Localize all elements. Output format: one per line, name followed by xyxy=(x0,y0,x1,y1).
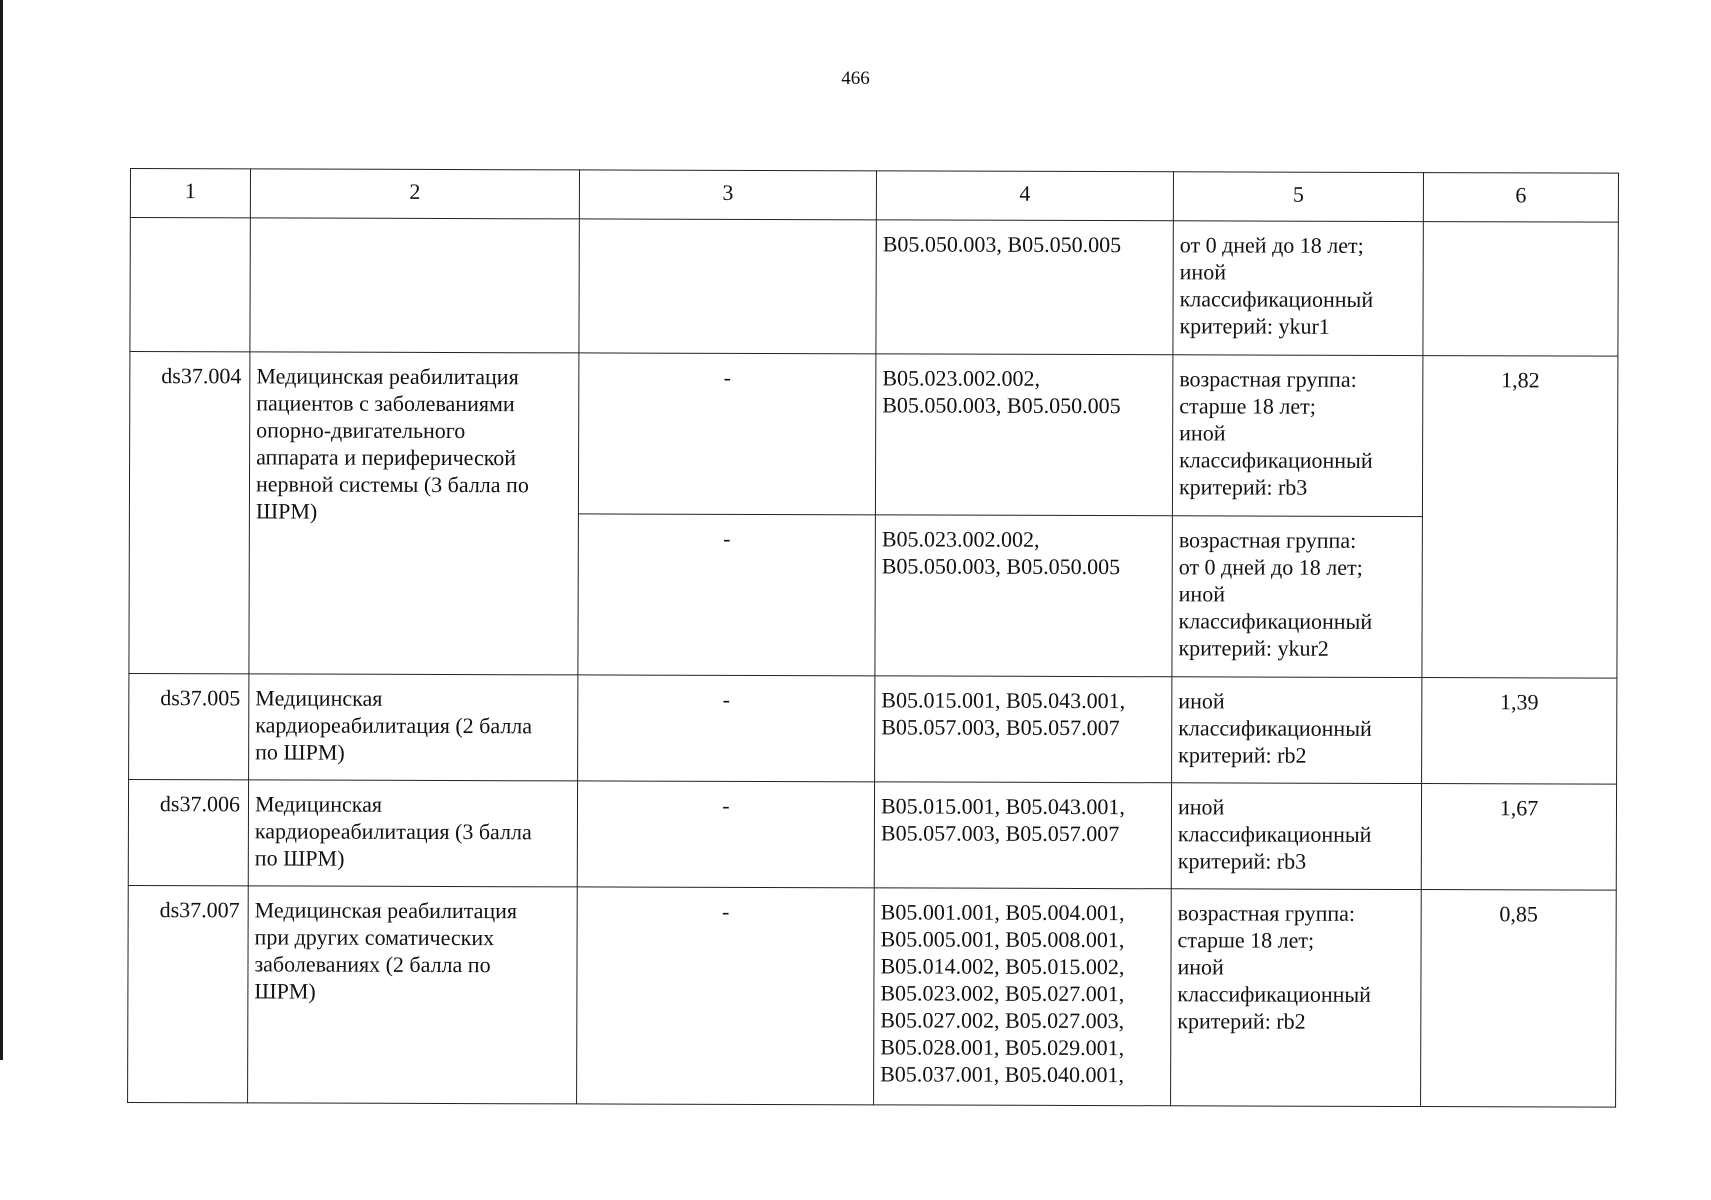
column-header-2: 2 xyxy=(250,169,579,219)
column-header-4: 4 xyxy=(876,171,1173,221)
table-row xyxy=(130,218,1618,357)
cell-name xyxy=(250,218,579,353)
cell-name: Медицинская кардиореабилитация (3 балла по ШРМ) xyxy=(248,780,577,887)
cell-code: ds37.005 xyxy=(129,673,249,779)
cell-col3: - xyxy=(577,781,874,888)
table-row xyxy=(128,779,1616,890)
cell-criteria: возрастная группа: старше 18 лет; иной классификационный критерий: rb3 xyxy=(1172,355,1423,517)
table-row xyxy=(129,352,1617,518)
cell-criteria: возрастная группа: от 0 дней до 18 лет; иной классификационный критерий: ykur2 xyxy=(1172,516,1423,678)
cell-code: ds37.004 xyxy=(129,352,250,674)
cell-name: Медицинская реабилитация при других соматических заболеваниях (2 балла по ШРМ) xyxy=(248,886,578,1104)
cell-coefficient xyxy=(1423,222,1618,357)
column-header-6: 6 xyxy=(1423,173,1618,223)
cell-col3 xyxy=(579,219,876,354)
page-number: 466 xyxy=(841,68,870,89)
cell-col3: - xyxy=(578,353,876,515)
table-header-row xyxy=(130,169,1618,223)
table-row xyxy=(128,885,1617,1107)
column-header-1: 1 xyxy=(130,169,250,218)
cell-services: B05.050.003, B05.050.005 xyxy=(876,220,1173,355)
cell-criteria: иной классификационный критерий: rb3 xyxy=(1171,783,1421,890)
tariff-table xyxy=(127,168,1619,1108)
cell-criteria: от 0 дней до 18 лет; иной классификационный критерий: ykur1 xyxy=(1173,221,1423,356)
cell-col3: - xyxy=(577,887,875,1105)
cell-services: B05.023.002.002, B05.050.003, B05.050.005 xyxy=(875,354,1173,516)
cell-col3: - xyxy=(578,675,875,782)
column-header-3: 3 xyxy=(579,170,876,220)
cell-criteria: иной классификационный критерий: rb2 xyxy=(1172,677,1422,784)
cell-coefficient: 1,39 xyxy=(1422,678,1617,785)
cell-services: B05.001.001, B05.004.001, B05.005.001, B05.008.001, B05.014.002, B05.015.002, B05.023.002, B05.027.001, B05.027.002, B05.027.003, B05.028.001, B05.029.001, B05.037.001, B05.040.001, xyxy=(874,888,1172,1106)
cell-col3: - xyxy=(578,514,876,676)
scan-edge-line xyxy=(0,0,3,1060)
column-header-5: 5 xyxy=(1173,172,1423,222)
cell-name: Медицинская кардиореабилитация (2 балла по ШРМ) xyxy=(249,674,578,781)
cell-criteria: возрастная группа: старше 18 лет; иной классификационный критерий: rb2 xyxy=(1171,889,1422,1107)
cell-code xyxy=(130,218,250,352)
cell-coefficient: 1,67 xyxy=(1421,784,1616,891)
cell-services: B05.023.002.002, B05.050.003, B05.050.005 xyxy=(875,515,1173,677)
table-row xyxy=(129,673,1617,784)
cell-name: Медицинская реабилитация пациентов с заболеваниями опорно-двигательного аппарата и периферической нервной системы (3 балла по ШРМ) xyxy=(249,352,579,675)
cell-coefficient: 1,82 xyxy=(1422,356,1618,679)
cell-code: ds37.006 xyxy=(128,779,248,885)
cell-code: ds37.007 xyxy=(128,885,249,1102)
cell-services: B05.015.001, B05.043.001, B05.057.003, B05.057.007 xyxy=(874,782,1171,889)
cell-coefficient: 0,85 xyxy=(1421,890,1617,1108)
cell-services: B05.015.001, B05.043.001, B05.057.003, B05.057.007 xyxy=(875,676,1172,783)
